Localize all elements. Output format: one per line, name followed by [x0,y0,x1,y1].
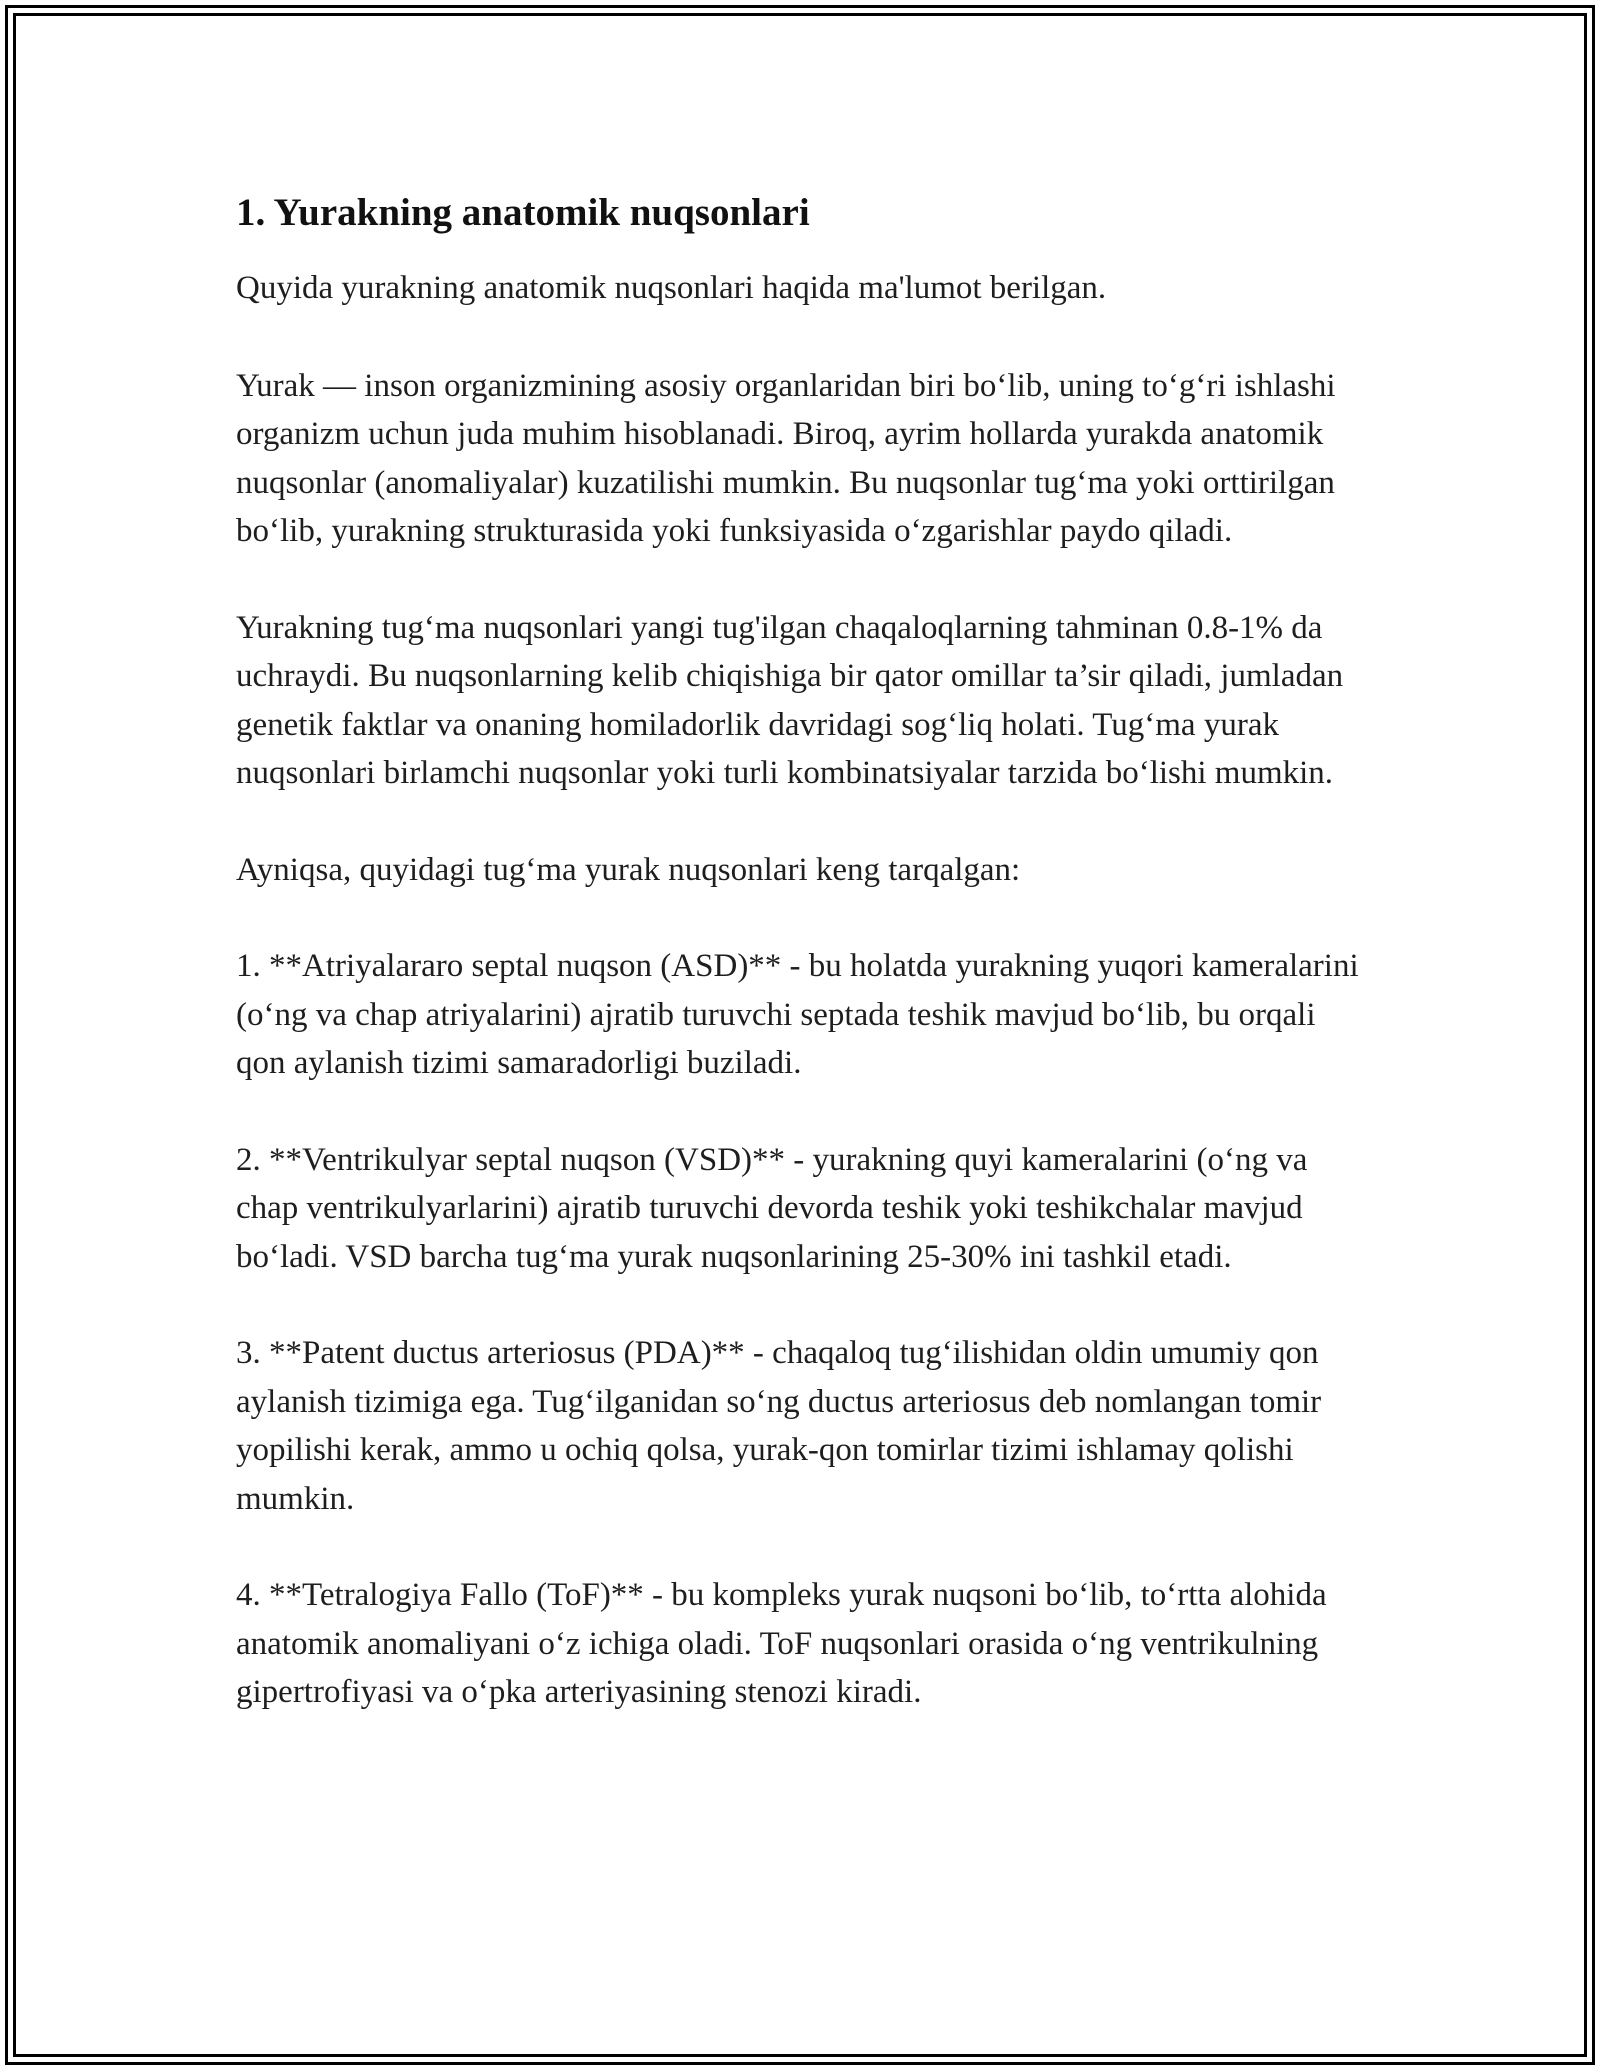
list-item-pda: 3. **Patent ductus arteriosus (PDA)** - chaqaloq tug‘ilishidan oldin umumiy qon aylanish tizimiga ega. Tug‘ilganidan so‘ng ductus arteriosus deb nomlangan tomir yopilishi kerak, ammo u ochiq qolsa, yurak-qon tomirlar tizimi ishlamay qolishi mumkin. [236,1335,1322,1517]
document-body [236,182,1366,1765]
list-intro-paragraph: Ayniqsa, quyidagi tug‘ma yurak nuqsonlari keng tarqalgan: [236,851,1021,888]
section-heading: 1. Yurakning anatomik nuqsonlari [236,191,810,234]
heart-overview-paragraph: Yurak — inson organizmining asosiy organlaridan biri bo‘lib, uning to‘g‘ri ishlashi organizm uchun juda muhim hisoblanadi. Biroq, ayrim hollarda yurakda anatomik nuqsonlar (anomaliyalar) kuzatilishi mumkin. Bu nuqsonlar tug‘ma yoki orttirilgan bo‘lib, yurakning strukturasida yoki funksiyasida o‘zgarishlar paydo qiladi. [236,367,1336,549]
list-item-tof: 4. **Tetralogiya Fallo (ToF)** - bu kompleks yurak nuqsoni bo‘lib, to‘rtta alohida anatomik anomaliyani o‘z ichiga oladi. ToF nuqsonlari orasida o‘ng ventrikulning gipertrofiyasi va o‘pka arteriyasining stenozi kiradi. [236,1577,1327,1710]
list-item-asd: 1. **Atriyalararo septal nuqson (ASD)** - bu holatda yurakning yuqori kameralarini (o‘ng va chap atriyalarini) ajratib turuvchi septada teshik mavjud bo‘lib, bu orqali qon aylanish tizimi samaradorligi buziladi. [236,948,1359,1081]
list-item-vsd: 2. **Ventrikulyar septal nuqson (VSD)** - yurakning quyi kameralarini (o‘ng va chap ventrikulyarlarini) ajratib turuvchi devorda teshik yoki teshikchalar mavjud bo‘ladi. VSD barcha tug‘ma yurak nuqsonlarining 25-30% ini tashkil etadi. [236,1141,1308,1275]
congenital-defects-paragraph: Yurakning tug‘ma nuqsonlari yangi tug'ilgan chaqaloqlarning tahminan 0.8-1% da uchraydi. Bu nuqsonlarning kelib chiqishiga bir qator omillar ta’sir qiladi, jumladan genetik faktlar va onaning homiladorlik davridagi sog‘liq holati. Tug‘ma yurak nuqsonlari birlamchi nuqsonlar yoki turli kombinatsiyalar tarzida bo‘lishi mumkin. [236,609,1344,791]
intro-paragraph: Quyida yurakning anatomik nuqsonlari haqida ma'lumot berilgan. [236,270,1107,306]
